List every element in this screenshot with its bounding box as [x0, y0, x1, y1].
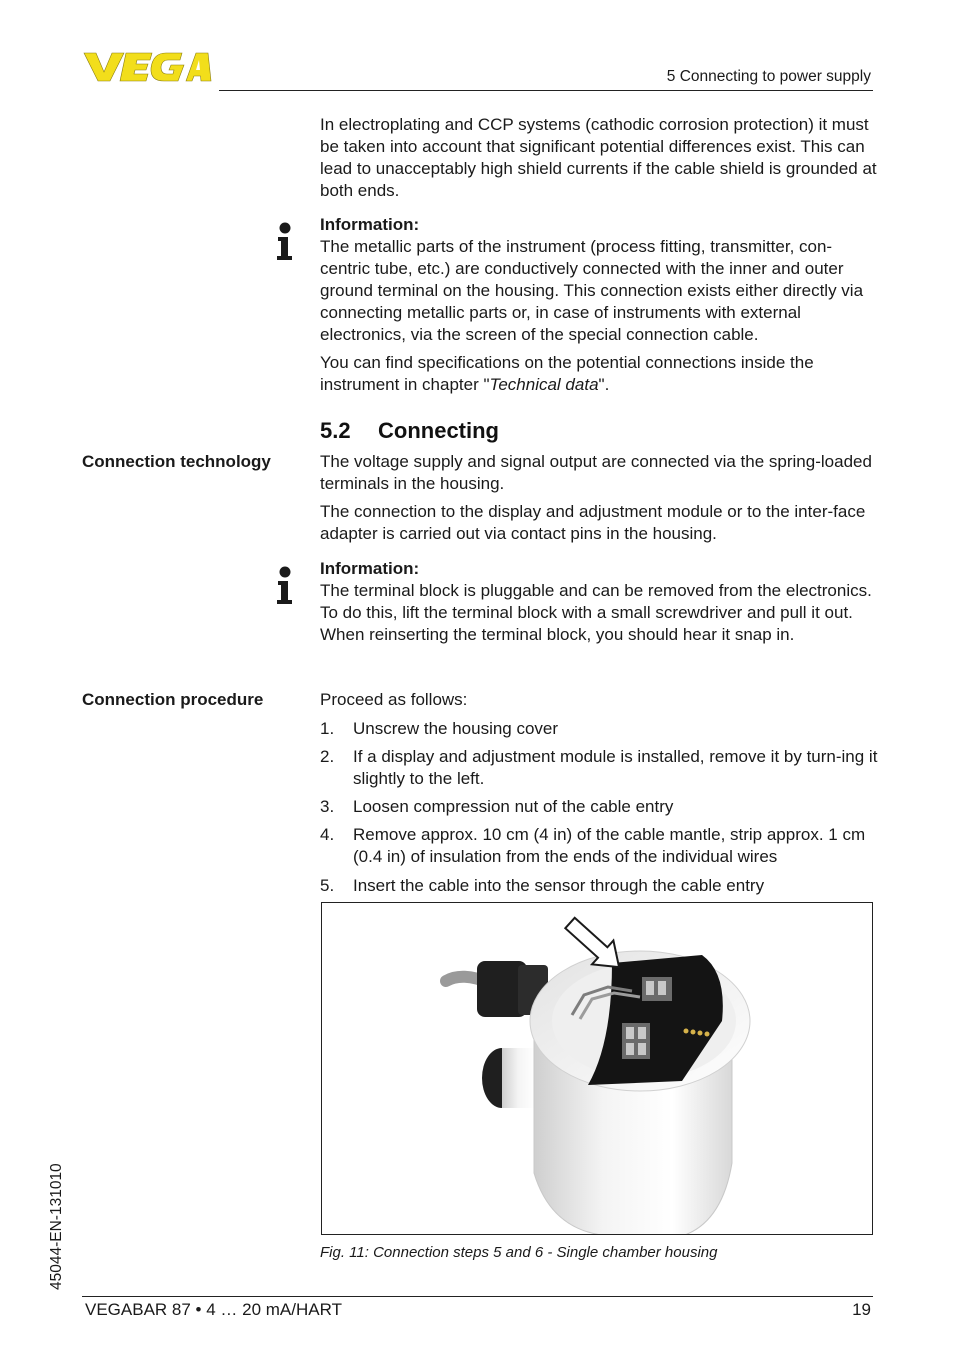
- list-item: [320, 875, 880, 897]
- technical-data-reference: Technical data: [489, 375, 599, 394]
- footer-divider: [82, 1296, 873, 1297]
- section-heading: [320, 418, 499, 444]
- header-section-title: 5 Connecting to power supply: [666, 68, 871, 85]
- list-item: [320, 796, 880, 818]
- section-title: Connecting: [378, 418, 499, 443]
- connection-technology-text: [320, 451, 880, 545]
- step-text: Loosen compression nut of the cable entry: [353, 797, 674, 816]
- procedure-intro: Proceed as follows:: [320, 690, 468, 709]
- step-text: Unscrew the housing cover: [353, 719, 559, 738]
- information-block-2: [320, 558, 880, 646]
- figure-caption: Fig. 11: Connection steps 5 and 6 - Single chamber housing: [320, 1244, 718, 1261]
- specifications-note: [320, 352, 880, 396]
- vega-logo: [82, 50, 212, 84]
- information-title: Information:: [320, 559, 420, 578]
- step-text: If a display and adjustment module is installed, remove it by turn-ing it slightly to the left.: [353, 747, 878, 788]
- information-text: The terminal block is pluggable and can be removed from the electronics. To do this, lift the terminal block with a small screwdriver and pull it out. When reinserting the terminal block, you should hear it snap in.: [320, 581, 872, 644]
- connection-technology-label: Connection technology: [82, 452, 271, 471]
- connection-procedure-label: Connection procedure: [82, 690, 264, 709]
- step-text: Remove approx. 10 cm (4 in) of the cable mantle, strip approx. 1 cm (0.4 in) of insulation from the ends of the individual wires: [353, 825, 866, 866]
- list-item: [320, 718, 880, 740]
- intro-text: In electroplating and CCP systems (cathodic corrosion protection) it must be taken into account that significant potential differences exist. This can lead to unacceptably high shield currents if the cable shield is grounded at both ends.: [320, 115, 877, 200]
- single-chamber-housing-illustration: [322, 903, 873, 1235]
- information-block-1: [320, 214, 880, 396]
- step-number: 1.: [320, 719, 335, 738]
- step-number: 4.: [320, 825, 335, 844]
- step-text: Insert the cable into the sensor through the cable entry: [353, 876, 765, 895]
- connection-technology-paragraph-2: The connection to the display and adjustment module or to the inter-face adapter is carried out via contact pins in the housing.: [320, 502, 866, 543]
- information-icon: [274, 566, 296, 606]
- list-item: [320, 824, 880, 868]
- information-text: The metallic parts of the instrument (process fitting, transmitter, con-centric tube, etc.) are conductively connected with the inner and outer ground terminal on the housing. This connection exists either directly via connecting metallic parts or, in case of instruments with external electronics, via the screen of the special connection cable.: [320, 237, 864, 344]
- footer-product: VEGABAR 87 • 4 … 20 mA/HART: [85, 1300, 342, 1319]
- step-number: 2.: [320, 747, 335, 766]
- information-icon: [274, 222, 296, 262]
- document-id: 45044-EN-131010: [48, 1163, 65, 1290]
- connection-technology-paragraph-1: The voltage supply and signal output are connected via the spring-loaded terminals in the housing.: [320, 452, 872, 493]
- page-number: 19: [852, 1300, 871, 1319]
- step-number: 3.: [320, 797, 335, 816]
- step-number: 5.: [320, 876, 335, 895]
- information-title: Information:: [320, 215, 420, 234]
- figure-frame: [321, 902, 873, 1235]
- specifications-note-start: You can find specifications on the potential connections inside the instrument in chapter ": [320, 353, 814, 394]
- intro-paragraph: [320, 114, 880, 202]
- header-divider: [219, 90, 873, 91]
- section-number: 5.2: [320, 418, 351, 443]
- specifications-note-end: ".: [598, 375, 610, 394]
- list-item: [320, 746, 880, 790]
